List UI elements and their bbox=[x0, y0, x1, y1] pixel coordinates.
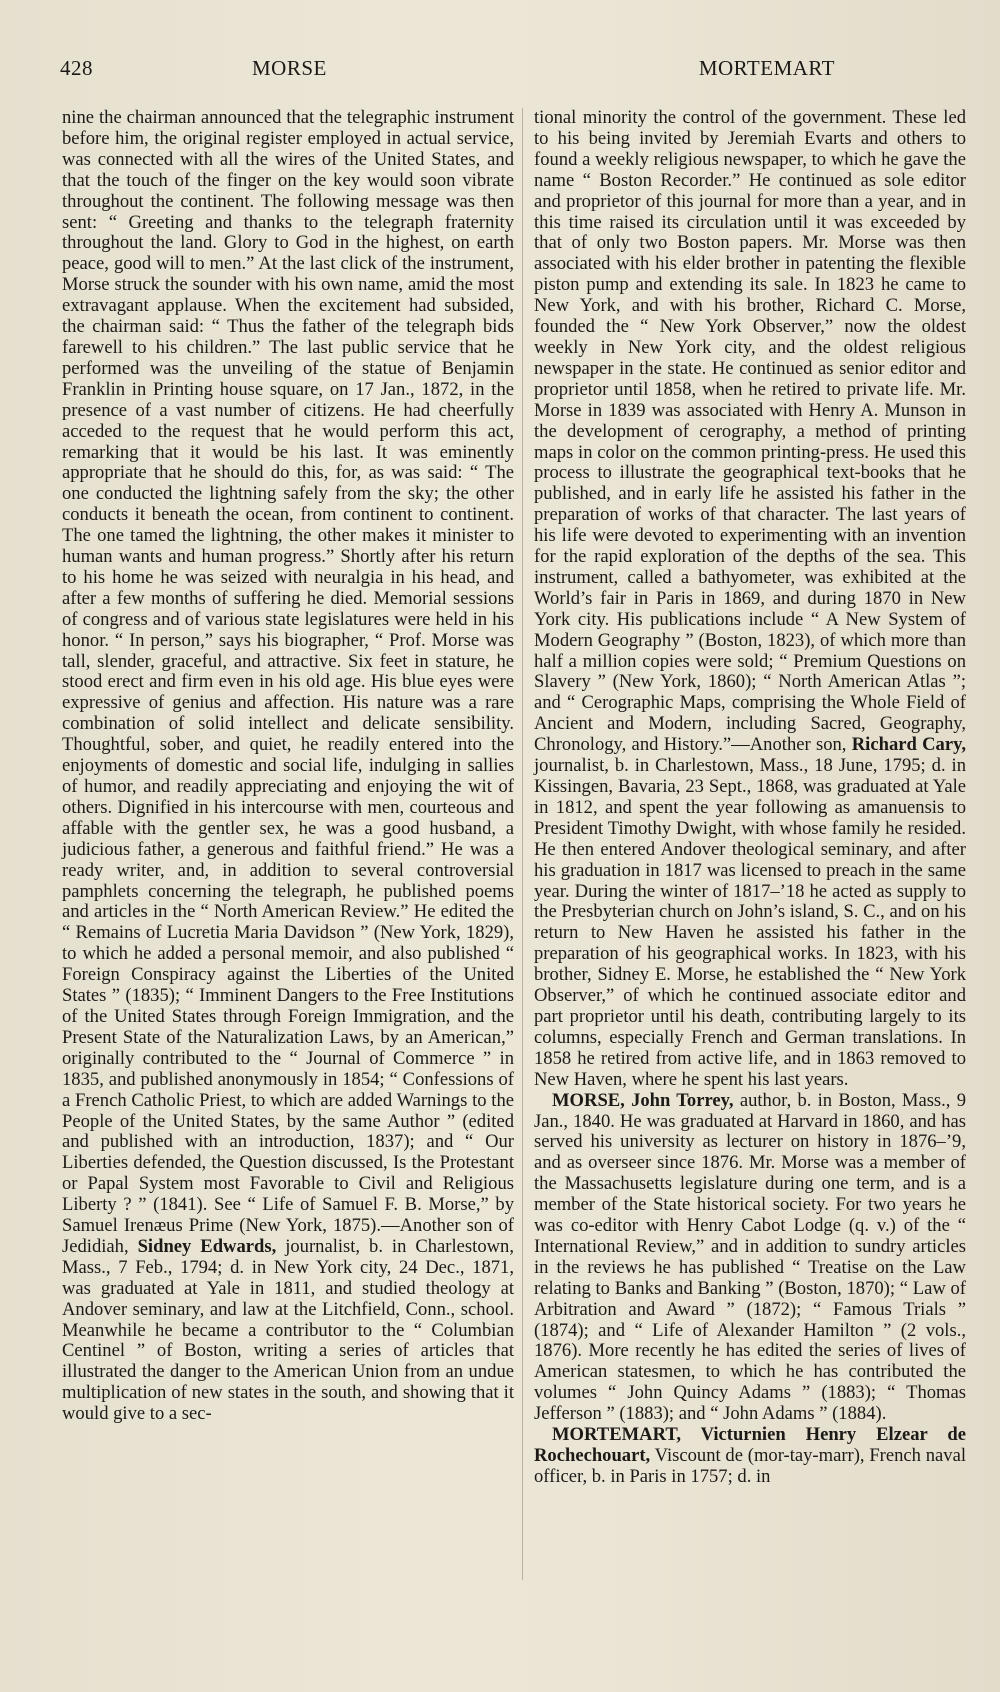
right-text-part-1: tional minority the control of the government. These led to his being invited by Jeremiah Evarts and others to found a weekly religious newspaper, to which he gave the name “ Boston Recorder.” He continued as sole editor and proprietor of this journal for more than a year, and in this time raised its circulation until it was exceeded by that of only two Boston papers. Mr. Morse was then associated with his elder brother in patenting the flexible piston pump and extending its sale. In 1823 he came to New York, and with his brother, Richard C. Morse, founded the “ New York Observer,” now the oldest weekly in New York city, and the oldest religious newspaper in the state. He continued as senior editor and proprietor until 1858, when he retired to private life. Mr. Morse in 1839 was associated with Henry A. Munson in the development of cerography, a method of printing maps in color on the common printing-press. He used this process to illustrate the geographical text-books that he published, and in early life he assisted his father in the preparation of works of that character. The last years of his life were devoted to experimenting with an invention for the rapid exploration of the depths of the sea. This instrument, called a bathyometer, was exhibited at the World’s fair in Paris in 1869, and during 1870 in New York city. His publications include “ A New System of Modern Geography ” (Boston, 1823), of which more than half a million copies were sold; “ Premium Questions on Slavery ” (New York, 1860); “ North American Atlas ”; and “ Cerographic Maps, comprising the Whole Field of Ancient and Modern, including Sacred, Geography, Chronology, and History.”—Another son, bbox=[534, 107, 966, 756]
entry-text-john-torrey: author, b. in Boston, Mass., 9 Jan., 1840. He was graduated at Harvard in 1860, and has served his university as lecturer on history in 1876–’9, and as overseer since 1876. Mr. Morse was a member of the Massachusetts legislature during one term, and is a member of the State historical society. For two years he was co-editor with Henry Cabot Lodge (q. v.) of the “ International Review,” and in addition to sundry articles in the reviews he has published “ Treatise on the Law relating to Banks and Banking ” (Boston, 1870); “ Law of Arbitration and Award ” (1872); “ Famous Trials ” (1874); and “ Life of Alexander Hamilton ” (2 vols., 1876). More recently he has edited the series of lives of American statesmen, to which he has contributed the volumes “ John Quincy Adams ” (1883); “ Thomas Jefferson ” (1883); and “ John Adams ” (1884). bbox=[534, 1089, 966, 1425]
right-text-part-2: journalist, b. in Charlestown, Mass., 18 June, 1795; d. in Kissingen, Bavaria, 23 Sept., 1868, was graduated at Yale in 1812, and spent the year following as amanuensis to President Timothy Dwight, with whose family he resided. He then entered Andover theological seminary, and after his graduation in 1817 was licensed to preach in the same year. During the winter of 1817–’18 he acted as supply to the Presbyterian church on John’s island, S. C., and on his return to New Haven he assisted his father in the preparation of his geographical works. In 1823, with his brother, Sidney E. Morse, he established the “ New York Observer,” of which he continued associate editor and part proprietor until his death, contributing largely to its columns, especially French and German translations. In 1858 he retired from active life, and in 1863 removed to New Haven, where he spent his last years. bbox=[534, 755, 966, 1090]
entry-name-mortemart: MORTEMART, Victurnien Henry Elzear de Rochechouart, bbox=[534, 1424, 966, 1466]
header-left-word: MORSE bbox=[252, 56, 327, 80]
header-right-word: MORTEMART bbox=[698, 56, 835, 80]
entry-name-john-torrey: MORSE, John Torrey, bbox=[552, 1089, 734, 1111]
left-column bbox=[62, 108, 514, 1425]
left-text-part-2: journalist, b. in Charlestown, Mass., 7 Feb., 1794; d. in New York city, 24 Dec., 1871, was graduated at Yale in 1811, and studied theology at Andover seminary, and law at the Litchfield, Conn., school. Meanwhile he became a contributor to the “ Columbian Centinel ” of Boston, writing a series of articles that illustrated the danger to the American Union from an undue multiplication of new states in the south, and showing that it would give to a sec- bbox=[62, 1235, 514, 1425]
column-divider bbox=[522, 108, 523, 1580]
page-number: 428 bbox=[60, 56, 93, 80]
entry-text-mortemart: Viscount de (mor-tay-marr), French naval officer, b. in Paris in 1757; d. in bbox=[534, 1445, 966, 1487]
right-column bbox=[534, 108, 966, 1488]
page-header bbox=[60, 56, 835, 86]
left-column-paragraph bbox=[62, 108, 514, 1425]
entry-mortemart bbox=[534, 1425, 966, 1488]
entry-name-sidney-edwards: Sidney Edwards, bbox=[137, 1235, 277, 1257]
entry-name-richard-cary: Richard Cary, bbox=[851, 734, 967, 756]
left-text-part-1: nine the chairman announced that the telegraphic instrument before him, the original register employed in actual service, was connected with all the wires of the United States, and that the touch of the finger on the key would soon vibrate throughout the continent. The following message was then sent: “ Greeting and thanks to the telegraph fraternity throughout the land. Glory to God in the highest, on earth peace, good will to men.” At the last click of the instrument, Morse struck the sounder with his own name, amid the most extravagant applause. When the excitement had subsided, the chairman said: “ Thus the father of the telegraph bids farewell to his children.” The last public service that he performed was the unveiling of the statue of Benjamin Franklin in Printing house square, on 17 Jan., 1872, in the presence of a vast number of citizens. He had cheerfully acceded to the request that he would perform this act, remarking that it would be his last. It was eminently appropriate that he should do this, for, as was said: “ The one conducted the lightning safely from the sky; the other conducts it beneath the ocean, from continent to continent. The one tamed the lightning, the other makes it minister to human wants and human progress.” Shortly after his return to his home he was seized with neuralgia in his head, and after a few months of suffering he died. Memorial sessions of congress and of various state legislatures were held in his honor. “ In person,” says his biographer, “ Prof. Morse was tall, slender, graceful, and attractive. Six feet in stature, he stood erect and firm even in his old age. His blue eyes were expressive of genius and affection. His nature was a rare combination of solid intellect and delicate sensibility. Thoughtful, sober, and quiet, he readily entered into the enjoyments of domestic and social life, indulging in sallies of humor, and readily appreciating and enjoying the wit of others. Dignified in his intercourse with men, courteous and affable with the gentler sex, he was a good husband, a judicious father, a generous and faithful friend.” He was a ready writer, and, in addition to several controversial pamphlets concerning the telegraph, he published poems and articles in the “ North American Review.” He edited the “ Remains of Lucretia Maria Davidson ” (New York, 1829), to which he added a personal memoir, and also published “ Foreign Conspiracy against the Liberties of the United States ” (1835); “ Imminent Dangers to the Free Institutions of the United States through Foreign Immigration, and the Present State of the Naturalization Laws, by an American,” originally contributed to the “ Journal of Commerce ” in 1835, and published anonymously in 1854; “ Confessions of a French Catholic Priest, to which are added Warnings to the People of the United States, by the same Author ” (edited and published with an introduction, 1837); and “ Our Liberties defended, the Question discussed, Is the Protestant or Papal System most Favorable to Civil and Religious Liberty ? ” (1841). See “ Life of Samuel F. B. Morse,” by Samuel Irenæus Prime (New York, 1875).—Another son of Jedidiah, bbox=[62, 107, 514, 1257]
entry-morse-john-torrey bbox=[534, 1091, 966, 1426]
right-column-paragraph-1 bbox=[534, 108, 966, 1091]
